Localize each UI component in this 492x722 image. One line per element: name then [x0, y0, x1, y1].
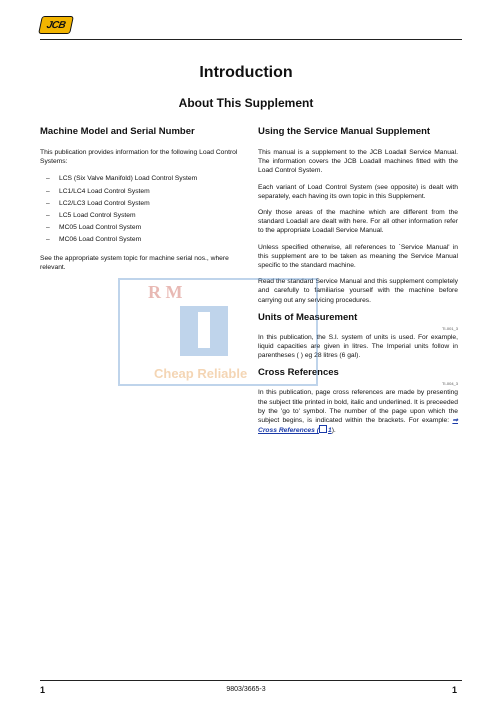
system-list — [40, 173, 240, 246]
left-intro: This publication provides information for the following Load Control Systems: — [40, 149, 238, 166]
footer-rule — [40, 680, 462, 681]
left-outro: See the appropriate system topic for machine serial nos., where relevant. — [40, 254, 229, 271]
units-heading: Units of Measurement — [258, 311, 358, 323]
xref-ref-code: TI-004_3 — [441, 381, 458, 387]
list-item: – MC06 Load Control System — [46, 236, 142, 244]
cross-references-link[interactable]: ⇒ Cross References ( 1 — [258, 417, 458, 435]
header-rule — [40, 39, 462, 40]
document-code: 9803/3665-3 — [226, 686, 266, 693]
service-manual-heading: Using the Service Manual Supplement — [258, 126, 431, 137]
paragraph: Each variant of Load Control System (see opposite) is dealt with separately, each having its own topic in this Supplement. — [258, 183, 458, 200]
page-subtitle: About This Supplement — [178, 96, 314, 110]
list-item: – LC1/LC4 Load Control System — [46, 187, 150, 195]
paragraph: This manual is a supplement to the JCB Loadall Service Manual. The information covers the JCB Loadall machines fitted with the Load Control System. — [258, 149, 458, 175]
xref-text: In this publication, page cross references are made by presenting the subject title printed in bold, italic and underlined. It is preceeded by the 'go to' symbol. The number of the page upon which the subject begins, is indicated within the brackets. For example: ⇒ Cross References ( 1). — [258, 389, 458, 435]
right-column — [258, 126, 458, 442]
machine-model-heading: Machine Model and Serial Number — [40, 126, 195, 137]
list-item: – LC2/LC3 Load Control System — [46, 199, 150, 207]
watermark-letters: R M — [148, 282, 183, 302]
list-item: – LCS (Six Valve Manifold) Load Control System — [46, 175, 198, 183]
left-column — [40, 126, 240, 279]
page-icon — [319, 425, 327, 433]
paragraph: Read the standard Service Manual and this supplement completely and carefully to familiarise yourself with the machine before carrying out any servicing procedures. — [258, 278, 458, 304]
cross-references-heading: Cross References — [258, 367, 339, 379]
paragraph: Unless specified otherwise, all references to `Service Manual' in this supplement are to be taken as meaning the Service Manual specific to the standard machine. — [258, 243, 458, 270]
units-text: In this publication, the S.I. system of units is used. For example, liquid capacities are given in litres. The Imperial units follow in parentheses ( ) eg 28 litres (6 gal). — [258, 333, 458, 360]
page-title: Introduction — [199, 64, 293, 81]
page-number-right: 1 — [452, 685, 458, 695]
units-ref-code: TI-001_3 — [441, 325, 458, 331]
list-item: – MC05 Load Control System — [46, 224, 142, 232]
page-number-left: 1 — [40, 685, 46, 695]
watermark-emblem-cut — [198, 312, 210, 348]
watermark-tagline: Cheap Reliable — [154, 366, 248, 381]
paragraph: Only those areas of the machine which are different from the standard Loadall are dealt with here. For all other information refer to the appropriate Loadall Service Manual. — [258, 209, 458, 235]
watermark-emblem — [180, 306, 228, 356]
jcb-logo: JCB — [38, 16, 74, 34]
list-item: – LC5 Load Control System — [46, 212, 136, 220]
